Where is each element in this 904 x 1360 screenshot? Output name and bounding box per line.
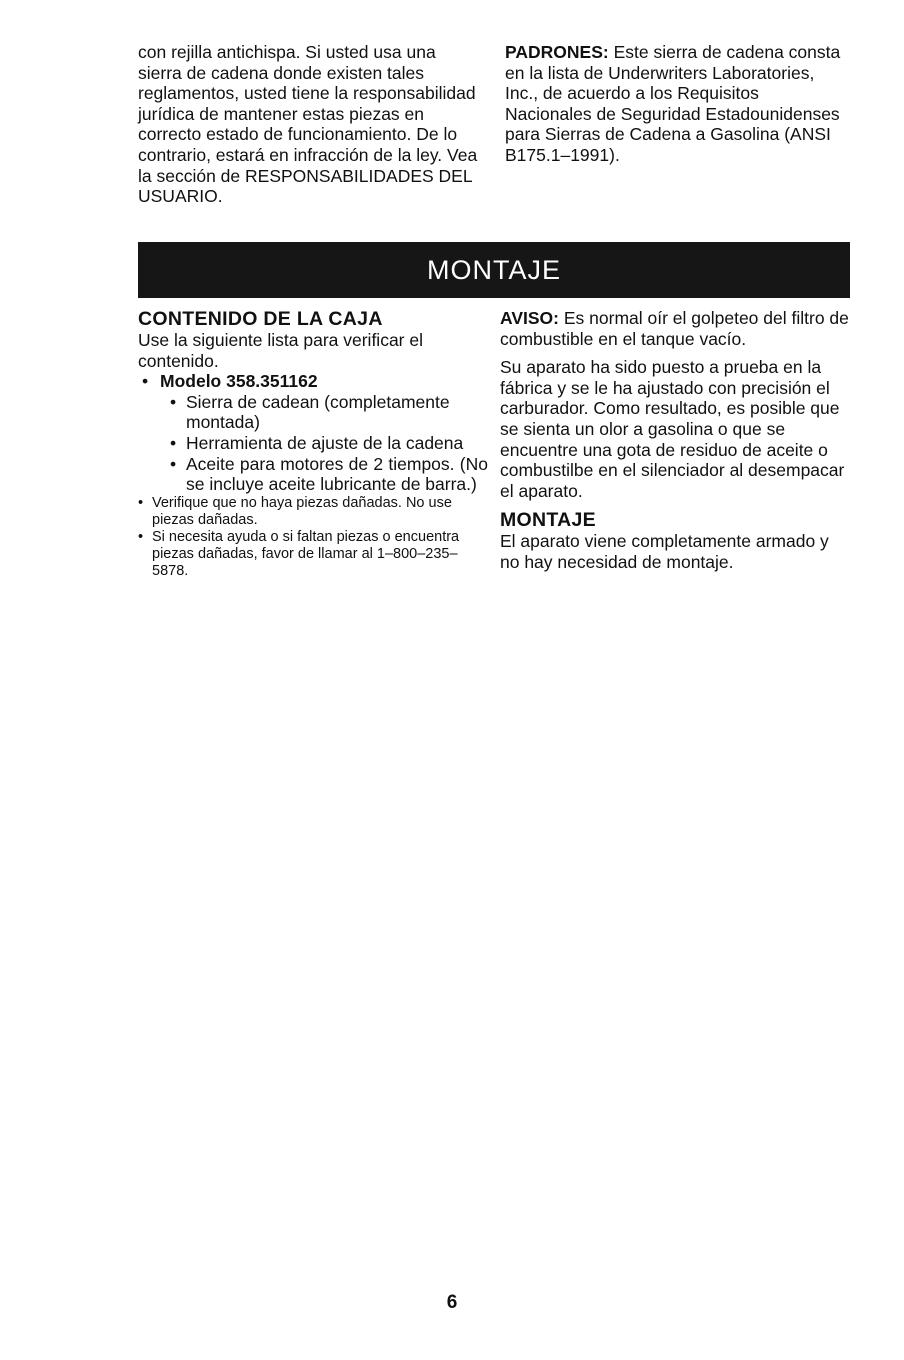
top-right-column bbox=[505, 42, 850, 166]
contents-item: • Aceite para motores de 2 tiempos. (No se incluye aceite lubricante de barra.) bbox=[138, 454, 488, 495]
box-contents-column bbox=[138, 308, 488, 580]
notice-label: AVISO: bbox=[500, 308, 559, 328]
note-item: • Si necesita ayuda o si faltan piezas o encuentra piezas dañadas, favor de llamar al 1–800–235–5878. bbox=[138, 529, 488, 580]
page-number: 6 bbox=[446, 1292, 458, 1313]
standards-label: PADRONES: bbox=[505, 42, 609, 62]
standards-text: Este sierra de cadena consta en la lista de Underwriters Laboratories, Inc., de acuerdo a los Requisitos Nacionales de Seguridad Estadounidenses para Sierras de Cadena a Gasolina (ANSI B175.1–1991). bbox=[505, 42, 841, 165]
box-contents-heading: CONTENIDO DE LA CAJA bbox=[138, 308, 383, 330]
notice-column bbox=[500, 308, 852, 573]
assembly-paragraph: El aparato viene completamente armado y no hay necesidad de montaje. bbox=[500, 531, 829, 572]
carburetor-paragraph: Su aparato ha sido puesto a prueba en la fábrica y se le ha ajustado con precisión el carburador. Como resultado, es posible que se sienta un olor a gasolina o que se encuentre una gota de residuo de aceite o combustilbe en el silenciador al desempacar el aparato. bbox=[500, 357, 845, 501]
model-item bbox=[138, 371, 488, 392]
model-label: Modelo 358.351162 bbox=[160, 371, 318, 392]
contents-item: • Sierra de cadean (completamente montada) bbox=[138, 392, 488, 433]
assembly-heading: MONTAJE bbox=[500, 509, 596, 532]
contents-item: • Herramienta de ajuste de la cadena bbox=[138, 433, 488, 454]
box-contents-intro: Use la siguiente lista para verificar el contenido. bbox=[138, 330, 423, 371]
notice-paragraph bbox=[500, 308, 852, 349]
notice-text: Es normal oír el golpeteo del filtro de combustible en el tanque vacío. bbox=[500, 308, 849, 349]
top-left-paragraph: con rejilla antichispa. Si usted usa una sierra de cadena donde existen tales reglamentos, usted tiene la responsabilidad jurídica de mantener estas piezas en correcto estado de funcionamiento. De lo contrario, estará en infracción de la ley. Vea la sección de RESPONSABILIDADES DEL USUARIO. bbox=[138, 42, 478, 207]
banner-title: MONTAJE bbox=[427, 254, 561, 285]
section-banner bbox=[138, 242, 850, 298]
standards-paragraph bbox=[505, 42, 850, 166]
top-left-column bbox=[138, 42, 483, 207]
note-item: • Verifique que no haya piezas dañadas. No use piezas dañadas. bbox=[138, 495, 488, 529]
